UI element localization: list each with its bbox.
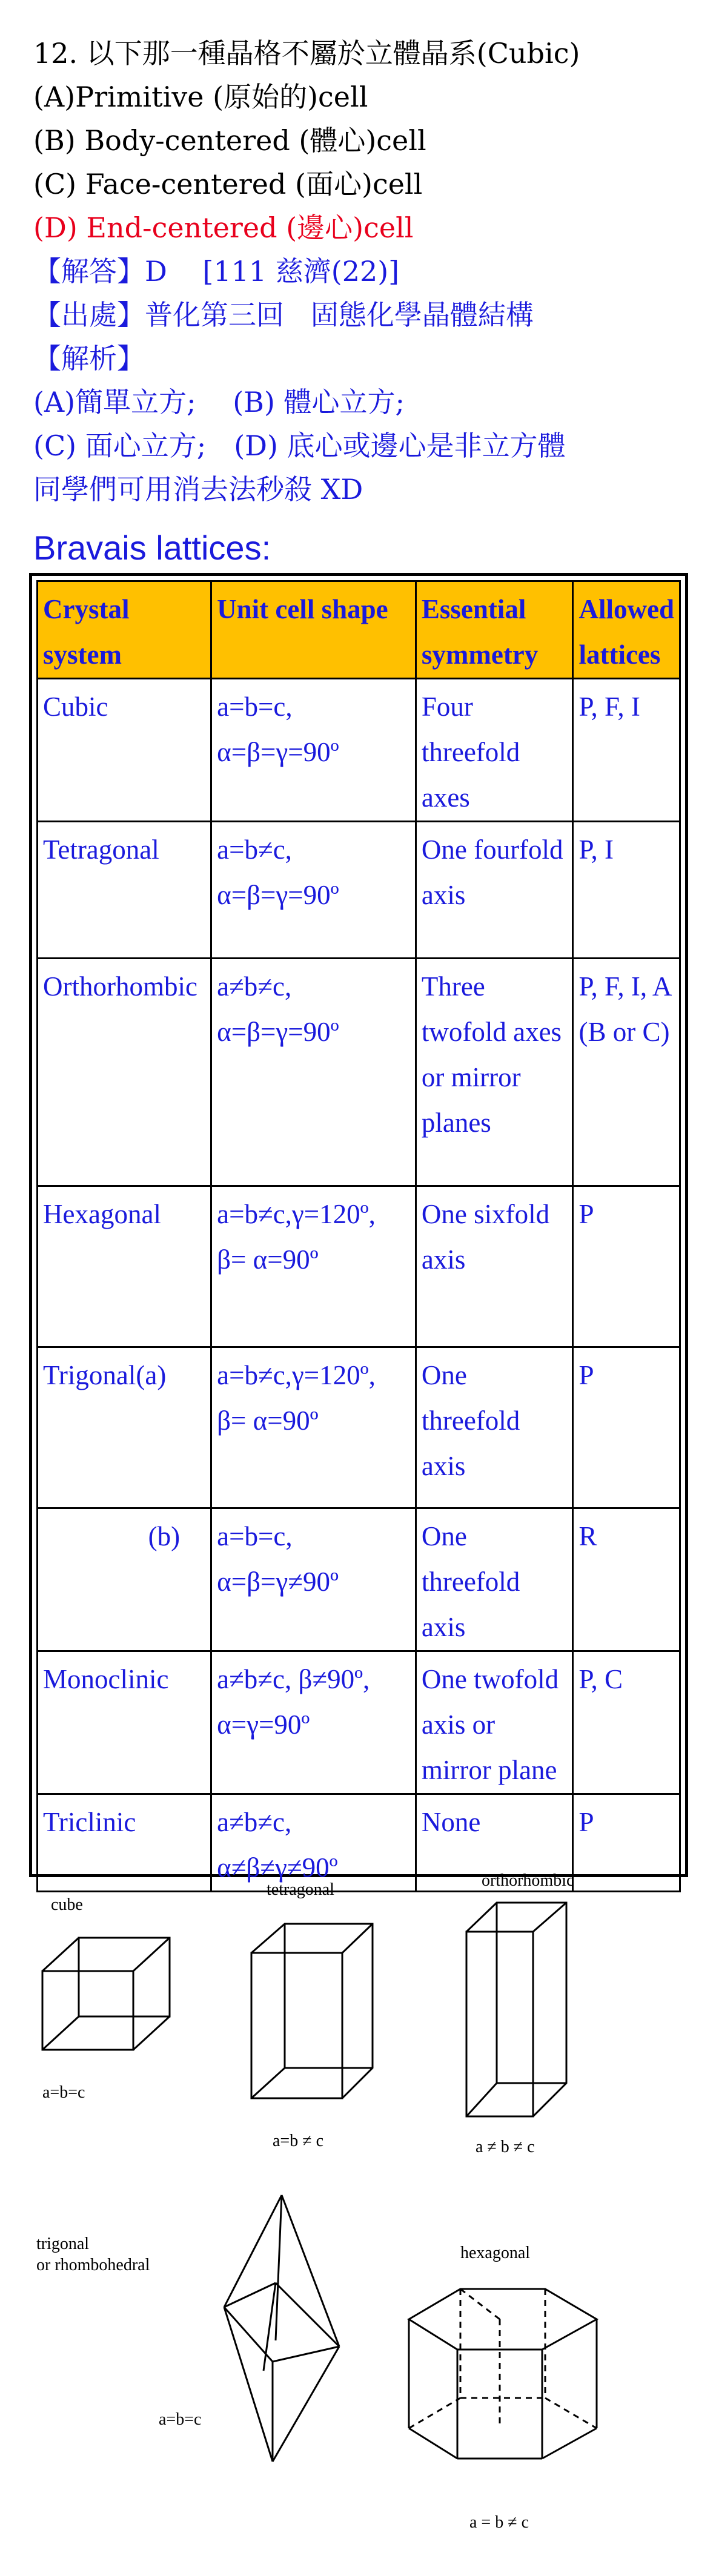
cell-shape: a=b≠c,γ=120º, β= α=90º [211,1347,416,1508]
orthorhombic-title: orthorhombic [482,1871,574,1890]
option-a: (A)Primitive (原始的)cell [33,81,368,113]
lattice-table [29,573,688,1883]
tetragonal-figure [245,1917,382,2110]
cube-figure [36,1923,182,2062]
cell-system: Orthorhombic [38,959,211,1186]
table-row [38,1794,680,1892]
cell-system: Trigonal(a) [38,1347,211,1508]
origin-line [33,293,534,337]
cell-shape: a≠b≠c, α=β=γ=90º [211,959,416,1186]
origin-prefix: 【出處】普化第三回 [33,299,284,331]
hexagonal-title: hexagonal [460,2244,531,2262]
tetragonal-caption: a=b ≠ c [273,2132,324,2150]
cell-system: Cubic [38,679,211,822]
cell-symmetry: One sixfold axis [416,1186,573,1347]
cell-symmetry: Four threefold axes [416,679,573,822]
cell-system: Triclinic [38,1794,211,1892]
cell-symmetry: One threefold axis [416,1347,573,1508]
cell-system: Hexagonal [38,1186,211,1347]
cell-symmetry: One twofold axis or mirror plane [416,1651,573,1794]
cell-symmetry: One threefold axis [416,1508,573,1651]
trigonal-title-2: or rhombohedral [36,2256,150,2274]
cell-symmetry: None [416,1794,573,1892]
table-row [38,1186,680,1347]
cell-lattices: R [573,1508,680,1651]
cell-lattices: P, C [573,1651,680,1794]
option-d: (D) End-centered (邊心)cell [33,211,414,244]
cell-shape: a=b=c, α=β=γ=90º [211,679,416,822]
orthorhombic-figure [460,1895,582,2125]
cell-lattices: P [573,1794,680,1892]
cell-shape: a≠b≠c, β≠90º, α=γ=90º [211,1651,416,1794]
cell-symmetry: Three twofold axes or mirror planes [416,959,573,1186]
analysis-line-3: 同學們可用消去法秒殺 XD [33,473,363,506]
table-row [38,822,680,959]
origin-topic: 固態化學晶體結構 [310,299,534,331]
cell-system: Monoclinic [38,1651,211,1794]
bravais-title: Bravais lattices: [33,529,271,567]
cube-caption: a=b=c [42,2083,85,2102]
hexagonal-caption: a = b ≠ c [469,2513,529,2532]
trigonal-title-1: trigonal [36,2234,90,2253]
table-row [38,1347,680,1508]
analysis-title: 【解析】 [33,342,145,375]
cell-lattices: P [573,1347,680,1508]
cube-title: cube [51,1895,83,1914]
trigonal-figure [212,2189,345,2468]
table-row [38,1508,680,1651]
cell-shape: a=b≠c, α=β=γ=90º [211,822,416,959]
cell-lattices: P, I [573,822,680,959]
header-allowed-lattices: Allowed lattices [573,581,680,679]
header-essential-symmetry: Essential symmetry [416,581,573,679]
answer-text: 【解答】D [33,255,167,288]
header-crystal-system: Crystal system [38,581,211,679]
table-row [38,959,680,1186]
option-b: (B) Body-centered (體心)cell [33,124,426,157]
trigonal-caption: a=b=c [159,2410,202,2429]
answer-source: [111 慈濟(22)] [202,255,400,288]
option-c: (C) Face-centered (面心)cell [33,168,423,200]
cell-shape: a≠b≠c, α≠β≠γ≠90º [211,1794,416,1892]
cell-lattices: P, F, I [573,679,680,822]
answer-line [33,249,399,293]
hexagonal-figure [403,2277,612,2477]
analysis-line-2: (C) 面心立方; (D) 底心或邊心是非立方體 [33,429,566,462]
cell-symmetry: One fourfold axis [416,822,573,959]
cell-system: Tetragonal [38,822,211,959]
header-unit-cell-shape: Unit cell shape [211,581,416,679]
table-header-row [38,581,680,679]
cell-shape: a=b=c, α=β=γ≠90º [211,1508,416,1651]
cell-lattices: P, F, I, A (B or C) [573,959,680,1186]
orthorhombic-caption: a ≠ b ≠ c [476,2138,535,2156]
table-row [38,679,680,822]
table-row [38,1651,680,1794]
cell-lattices: P [573,1186,680,1347]
tetragonal-title: tetragonal [267,1880,334,1899]
analysis-line-1: (A)簡單立方; (B) 體心立方; [33,386,405,418]
cell-system: (b) [38,1508,211,1651]
question-stem: 12. 以下那一種晶格不屬於立體晶系(Cubic) [33,37,580,70]
cell-shape: a=b≠c,γ=120º, β= α=90º [211,1186,416,1347]
